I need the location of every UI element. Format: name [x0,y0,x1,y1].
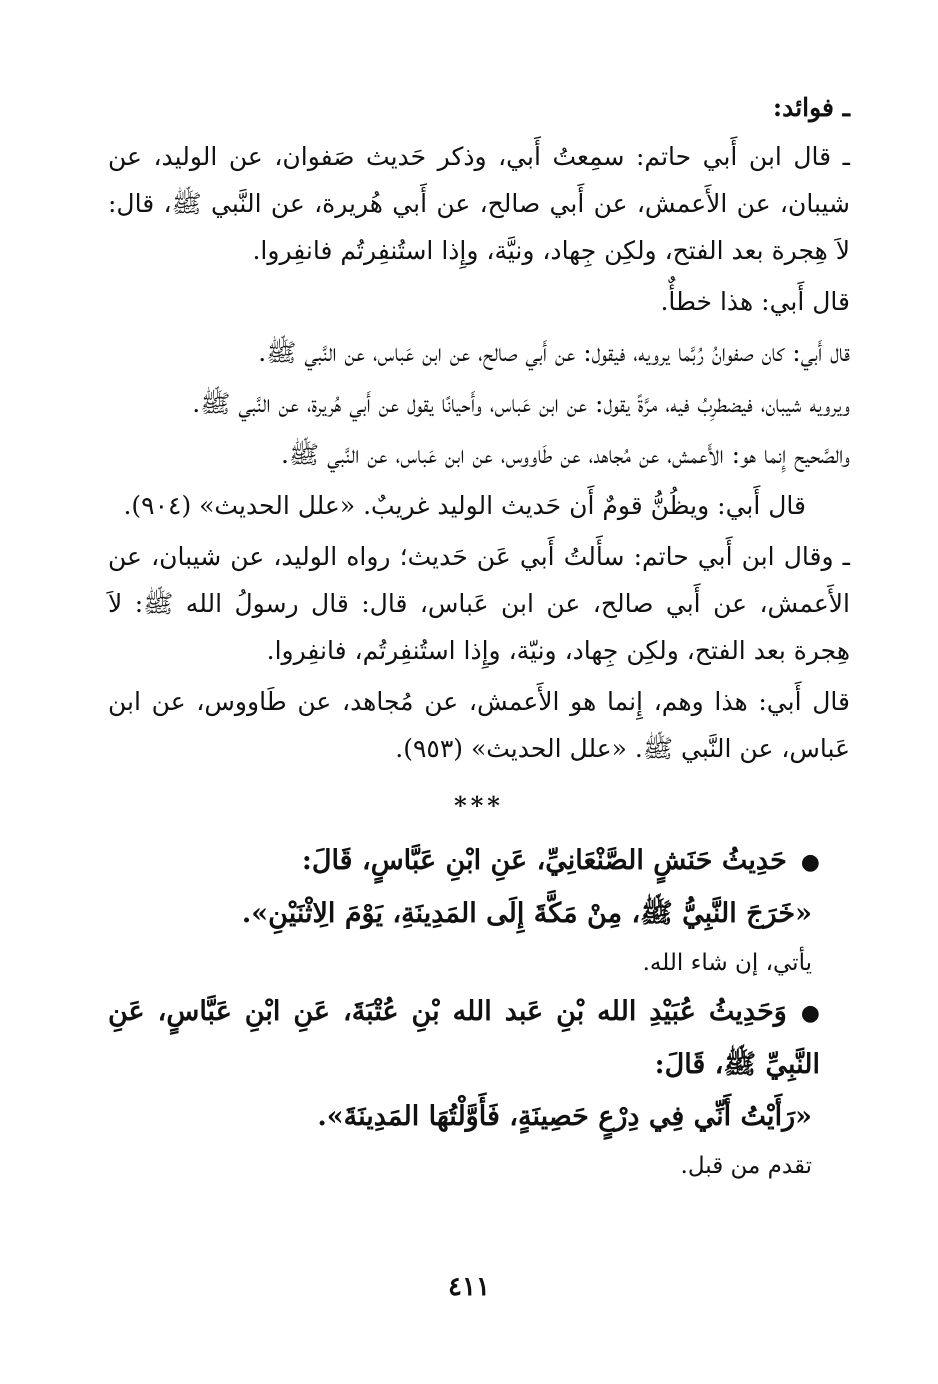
paragraph-1: ـ قال ابن أَبي حاتم: سمِعتُ أَبي، وذكر حَديث صَفوان، عن الوليد، عن شيبان، عن الأَعمش، عن أَبي صالح، عن أَبي هُريرة، عن النَّبي ﷺ، قال: لاَ هِجرة بعد الفتح، ولكِن جِهاد، ونيَّة، وإِذا استُنفِرتُم فانفِروا. [108,142,850,265]
hadith-quote-1: «خَرَجَ النَّبِيُّ ﷺ، مِنْ مَكَّةَ إِلَى المَدِينَةِ، يَوْمَ الِاثْنَيْنِ». [241,898,812,929]
paragraph-7: ـ وقال ابن أَبي حاتم: سأَلتُ أَبي عَن حَديث؛ رواه الوليد، عن شيبان، عن الأَعمش، عن أَبي صالح، عن ابن عَباس، قال: قال رسولُ الله ﷺ: لاَ هِجرة بعد الفتح، ولكِن جِهاد، ونيّة، وإِذا استُنفِرتُم، فانفِروا. [108,542,850,665]
hadith-quote-2: «رَأَيْتُ أَنِّي فِي دِرْعٍ حَصِينَةٍ، فَأَوَّلْتُهَا المَدِينَةَ». [317,1101,812,1132]
hadith-bullet-1-text: حَدِيثُ حَنَشٍ الصَّنْعَانِيِّ، عَنِ ابْنِ عَبَّاسٍ، قَالَ: [301,845,787,876]
section-separator: *** [454,791,504,820]
bullet-dot-icon: ● [800,1000,820,1026]
paragraph-6: قال أَبي: ويظُنُّ قومٌ أَن حَديث الوليد غريبٌ. «علل الحديث» (٩٠٤). [123,491,806,520]
paragraph-3: قال أَبي: كان صفوانُ رُبَّما يرويه، فيقول: عن أَبي صالح، عن ابن عَباس، عن النَّبي ﷺ. [258,338,850,367]
paragraph-8: قال أَبي: هذا وهم، إِنما هو الأَعمش، عن مُجاهد، عن طَاووس، عن ابن عَباس، عن النَّبي ﷺ. «علل الحديث» (٩٥٣). [108,687,850,763]
page-body [108,84,850,1189]
paragraph-4: ويرويه شيبان، فيضطرِبُ فيه، مرَّةً يقول: عن ابن عَباس، وأَحيانًا يقول عن أَبي هُريرة، عن النَّبي ﷺ. [192,389,850,418]
hadith-bullet-1 [108,835,850,888]
paragraph-2: قال أَبي: هذا خطأٌ. [660,287,850,316]
hadith-note-1: يأتي، إن شاء الله. [642,950,812,976]
hadith-bullet-2-text: وَحَدِيثُ عُبَيْدِ الله بْنِ عَبد الله بْنِ عُتْبَةَ، عَنِ ابْنِ عَبَّاسٍ، عَنِ النَّبِيِّ ﷺ، قَالَ: [108,996,820,1080]
page-number: ٤١١ [448,1272,490,1302]
hadith-bullet-2 [108,986,850,1091]
bullet-dot-icon: ● [800,849,820,875]
section-heading: ـ فوائد: [772,93,850,122]
hadith-note-2: تقدم من قبل. [680,1153,812,1179]
paragraph-5: والصَّحيح إِنما هو: الأَعمش، عن مُجاهد، عن طَاووس، عن ابن عَباس، عن النَّبي ﷺ. [280,440,850,469]
